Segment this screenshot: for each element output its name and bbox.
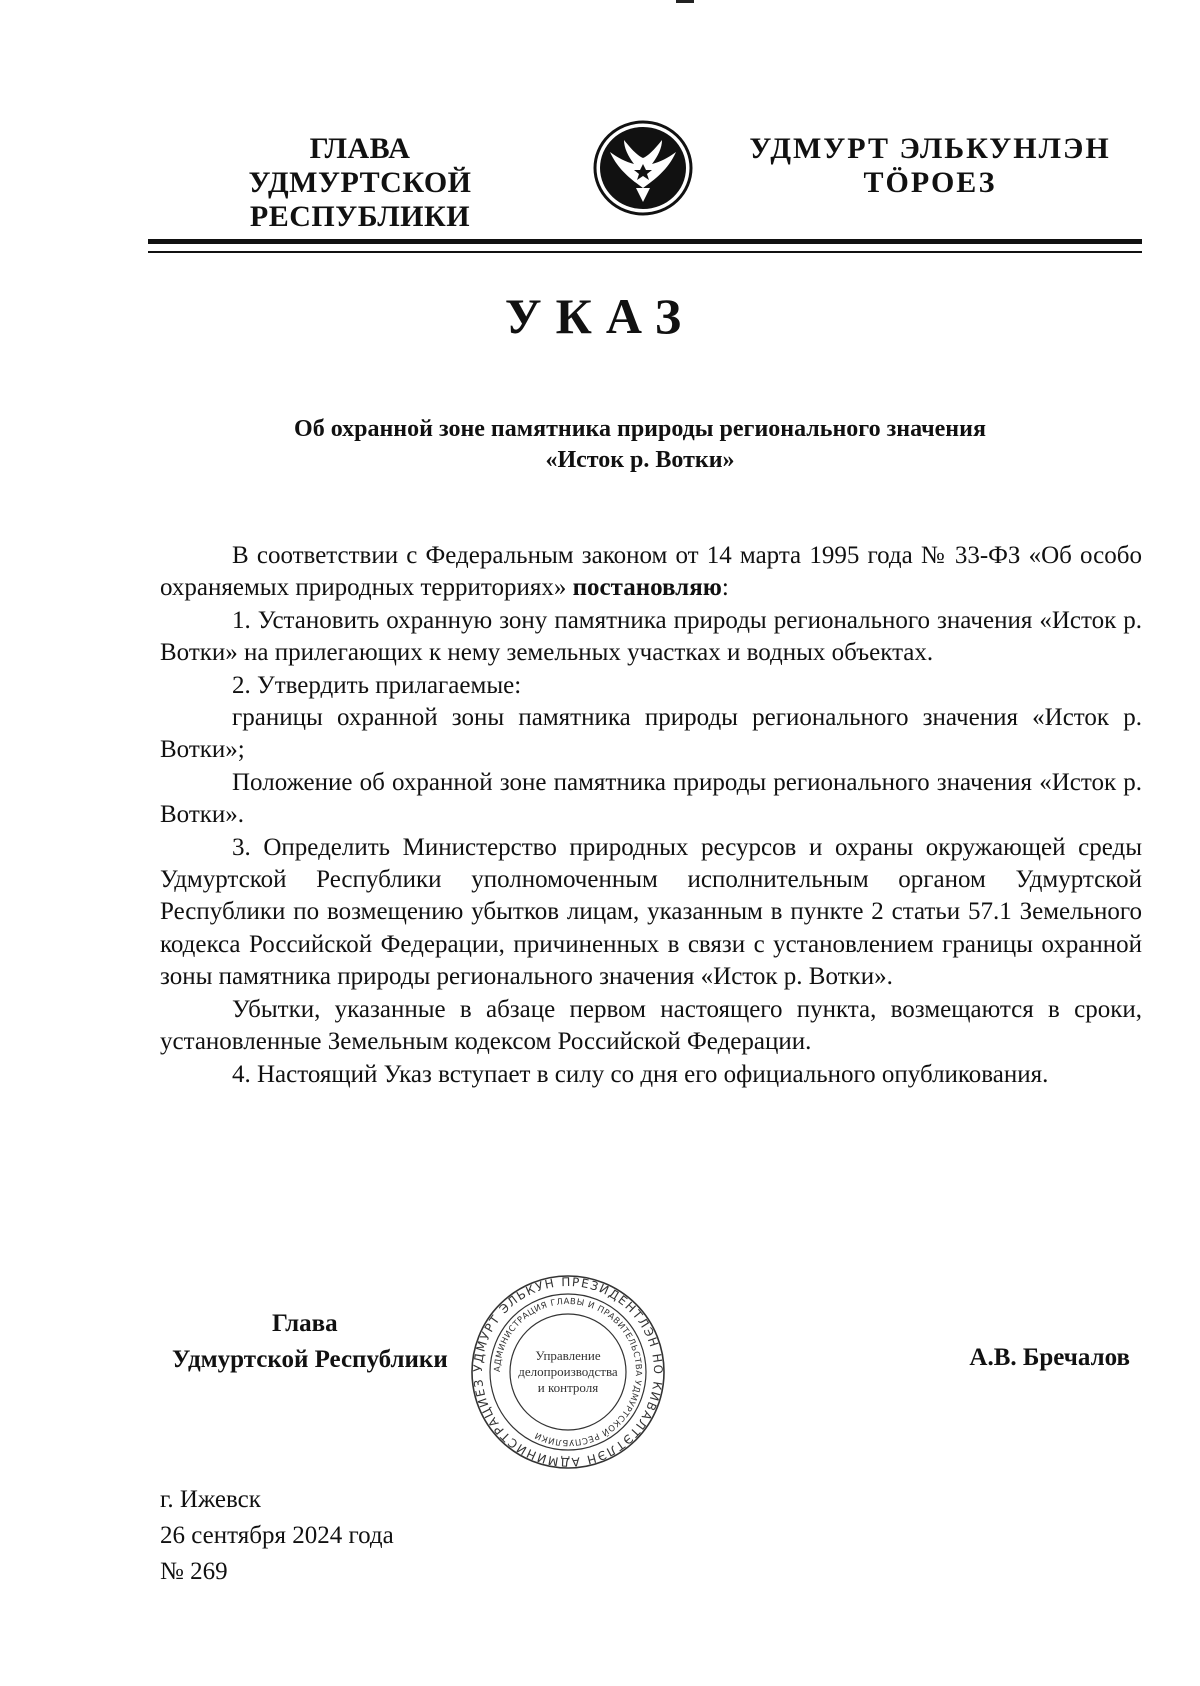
clause-1: 1. Установить охранную зону памятника природы регионального значения «Исток р. Вотки» на прилегающих к нему земельных участках и водных объектах. <box>160 606 1142 667</box>
subject-line2: «Исток р. Вотки» <box>545 447 735 473</box>
document-type-title: УКАЗ <box>504 288 696 344</box>
document-place-date-number <box>160 1482 394 1590</box>
clause-2: 2. Утвердить прилагаемые: <box>232 671 522 699</box>
header-left-line1: ГЛАВА <box>309 132 411 165</box>
clause-4: 4. Настоящий Указ вступает в силу со дня его официального опубликования. <box>232 1060 1049 1088</box>
stamp-center-line3: и контроля <box>537 1380 599 1395</box>
clause-3-losses: Убытки, указанные в абзаце первом настоящего пункта, возмещаются в сроки, установленные Земельным кодексом Российской Федерации. <box>160 995 1142 1056</box>
header-left-line2: УДМУРТСКОЙ РЕСПУБЛИКИ <box>248 166 472 233</box>
clause-2-item-regulation: Положение об охранной зоне памятника природы регионального значения «Исток р. Вотки». <box>160 768 1142 829</box>
header-right-line2: ТӦРОЕЗ <box>863 166 997 199</box>
document-subject <box>200 414 1080 476</box>
subject-line1: Об охранной зоне памятника природы регионального значения <box>294 416 986 442</box>
signatory-title-line1: Глава <box>272 1310 338 1337</box>
stamp-inner-text: АДМИНИСТРАЦИЯ ГЛАВЫ И ПРАВИТЕЛЬСТВА УДМУРТСКОЙ РЕСПУБЛИКИ <box>492 1296 644 1448</box>
header-divider-thin <box>148 251 1142 253</box>
header-divider-thick <box>148 239 1142 244</box>
scan-artifact-mark <box>676 0 694 3</box>
stamp-center-line2: делопроизводства <box>518 1364 618 1379</box>
signatory-name: А.В. Бречалов <box>969 1344 1130 1371</box>
document-number: № 269 <box>160 1558 228 1585</box>
document-date: 26 сентября 2024 года <box>160 1522 394 1549</box>
clause-2-item-boundaries: границы охранной зоны памятника природы регионального значения «Исток р. Вотки»; <box>160 704 1142 764</box>
preamble-text: В соответствии с Федеральным законом от 14 марта 1995 года № 33-ФЗ «Об особо охраняемых природных территориях» <box>160 542 1142 602</box>
coat-of-arms-udmurtia-icon <box>588 118 698 218</box>
header-right-line1: УДМУРТ ЭЛЬКУНЛЭН <box>749 132 1111 165</box>
signatory-title-line2: Удмуртской Республики <box>172 1346 448 1373</box>
preamble-operative-word: постановляю <box>572 574 722 602</box>
preamble-paragraph <box>160 540 1142 605</box>
clause-3: 3. Определить Министерство природных ресурсов и охраны окружающей среды Удмуртской Республики уполномоченным исполнительным органом Удмуртской Республики по возмещению убытков лицам, указанным в пункте 2 статьи 57.1 Земельного кодекса Российской Федерации, причиненных в связи с установлением границы охранной зоны памятника природы регионального значения «Исток р. Вотки». <box>160 833 1142 991</box>
stamp-outer-text: УДМУРТ ЭЛЬКУН ПРЕЗИДЕНТЛЭН НО КИВАЛТЭТЛЭН АДМИНИСТРАЦИЕЗ <box>470 1274 666 1470</box>
preamble-colon: : <box>721 574 729 602</box>
header-russian <box>150 132 570 234</box>
official-stamp <box>468 1272 668 1472</box>
document-city: г. Ижевск <box>160 1486 261 1513</box>
stamp-center-line1: Управление <box>535 1348 601 1363</box>
document-body <box>160 540 1142 1091</box>
header-udmurt <box>740 132 1120 200</box>
